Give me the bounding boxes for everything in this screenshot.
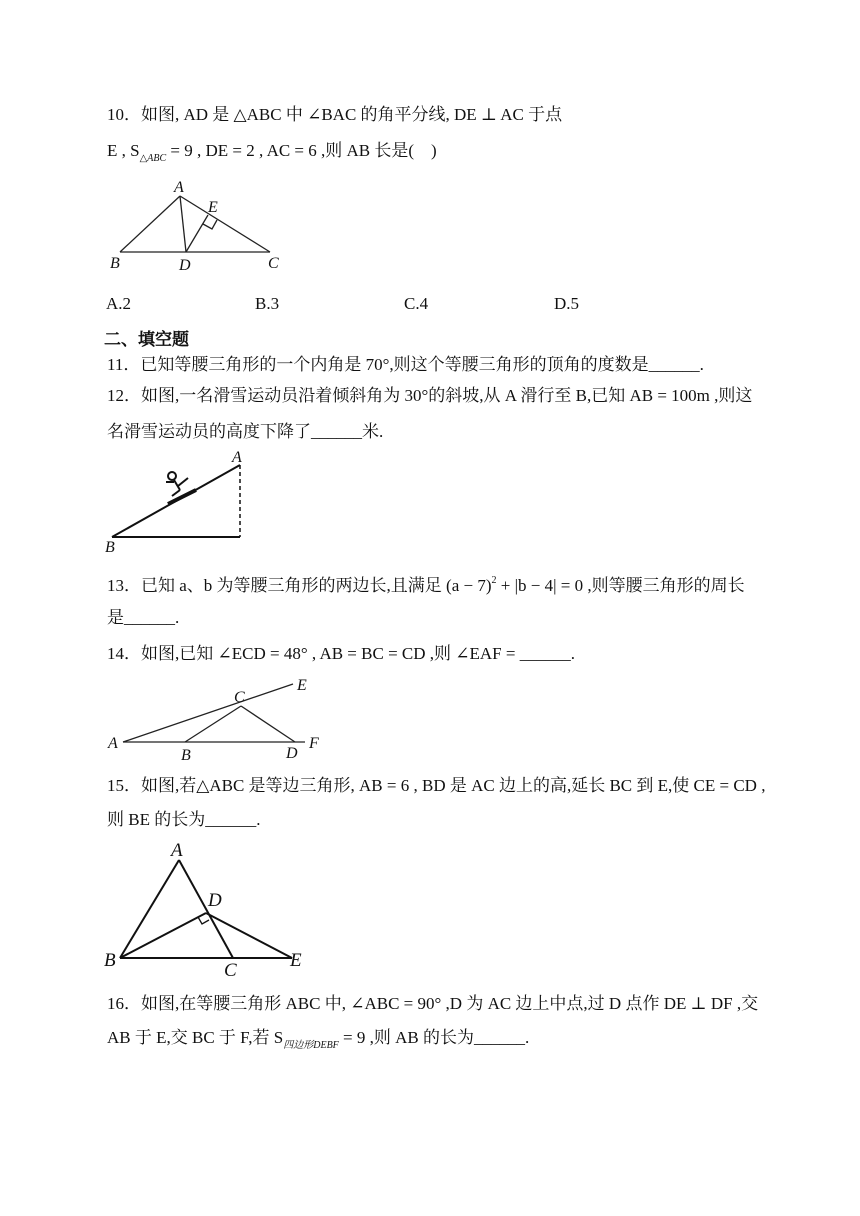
q16-line1: 16．如图,在等腰三角形 ABC 中, ∠ABC = 90° ,D 为 AC 边上中点,过 D 点作 DE ⊥ DF ,交 xyxy=(107,994,759,1013)
q12-label-A: A xyxy=(232,449,242,466)
q14-label-A: A xyxy=(108,735,118,752)
q15-label-E: E xyxy=(290,950,302,971)
q15-label-C: C xyxy=(224,960,237,981)
q13-exponent: 2 xyxy=(491,575,497,586)
q10-line1: 10．如图, AD 是 △ABC 中 ∠BAC 的角平分线, DE ⊥ AC 于点 xyxy=(107,105,563,124)
q14-label-E: E xyxy=(297,677,307,694)
q10-seg-AD xyxy=(180,196,186,252)
skier-icon xyxy=(166,472,196,504)
q14-text: 14．如图,已知 ∠ECD = 48° , AB = BC = CD ,则 ∠EAF = ______. xyxy=(107,644,575,663)
q15-label-A: A xyxy=(171,840,183,861)
q10-seg-AB xyxy=(120,196,180,252)
q15-seg-DE xyxy=(206,913,292,958)
q10-right-angle-mark xyxy=(203,220,217,229)
q15-right-angle-mark xyxy=(198,917,209,924)
q16-line2 xyxy=(107,1027,529,1057)
q15-label-D: D xyxy=(208,890,222,911)
q10-seg-AC xyxy=(180,196,270,252)
q12-line2: 名滑雪运动员的高度下降了______米. xyxy=(107,422,384,441)
q14-label-B: B xyxy=(181,747,191,764)
q13-line2: 是______. xyxy=(107,608,180,627)
q10-label-B: B xyxy=(110,255,120,272)
q14-label-D: D xyxy=(286,745,298,762)
q14-figure xyxy=(105,672,335,762)
q14-label-C: C xyxy=(234,689,245,706)
q10-line2-pre: E , S xyxy=(107,141,140,160)
q10-area-subscript: △ABC xyxy=(139,153,167,164)
q16-line2-pre: AB 于 E,交 BC 于 F,若 S xyxy=(107,1028,284,1047)
q10-choice-a[interactable]: A.2 xyxy=(106,294,132,313)
q13-line1 xyxy=(107,570,745,597)
q15-label-B: B xyxy=(104,950,116,971)
q16-area-subscript: 四边形DEBF xyxy=(283,1040,339,1051)
q10-label-C: C xyxy=(268,255,279,272)
q10-choice-b[interactable]: B.3 xyxy=(255,294,280,313)
q10-line2 xyxy=(107,140,437,170)
q10-seg-DE xyxy=(186,215,208,252)
q15-seg-AC xyxy=(179,860,233,958)
q12-figure xyxy=(100,450,260,560)
q12-label-B: B xyxy=(105,539,115,556)
q15-line1: 15．如图,若△ABC 是等边三角形, AB = 6 , BD 是 AC 边上的高,延长 BC 到 E,使 CE = CD , xyxy=(107,776,766,795)
section-title: 二、填空题 xyxy=(104,330,189,350)
q10-label-E: E xyxy=(208,199,218,216)
q14-ray-AE xyxy=(123,684,293,742)
q14-seg-CD xyxy=(241,706,295,742)
q15-line2: 则 BE 的长为______. xyxy=(107,810,261,829)
q11-text: 11．已知等腰三角形的一个内角是 70°,则这个等腰三角形的顶角的度数是______. xyxy=(107,355,704,374)
q10-label-D: D xyxy=(179,257,191,274)
q15-figure xyxy=(100,838,340,983)
q13-line1-pre: 13．已知 a、b 为等腰三角形的两边长,且满足 (a − 7) xyxy=(107,576,492,595)
q10-line2-post: = 9 , DE = 2 , AC = 6 ,则 AB 长是( ) xyxy=(166,141,437,160)
q14-label-F: F xyxy=(309,735,319,752)
q10-figure xyxy=(110,178,290,273)
q10-label-A: A xyxy=(174,179,184,196)
q13-line1-post: + |b − 4| = 0 ,则等腰三角形的周长 xyxy=(496,576,745,595)
q12-line1: 12．如图,一名滑雪运动员沿着倾斜角为 30°的斜坡,从 A 滑行至 B,已知 AB = 100m ,则这 xyxy=(107,386,753,405)
q10-choice-d[interactable]: D.5 xyxy=(554,294,580,313)
q10-choice-c[interactable]: C.4 xyxy=(404,294,429,313)
q16-line2-post: = 9 ,则 AB 的长为______. xyxy=(338,1028,530,1047)
